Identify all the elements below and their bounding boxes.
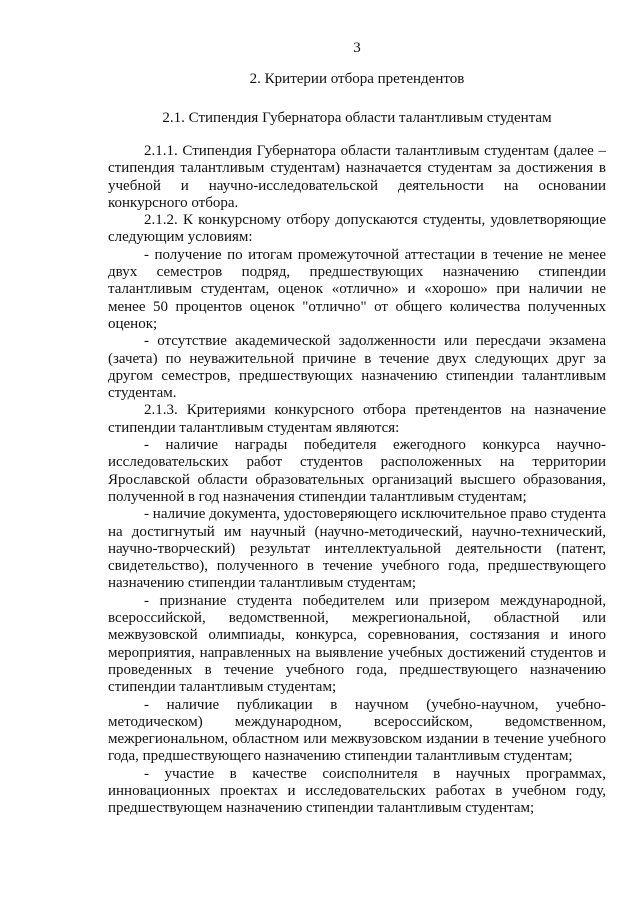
- body-text: [108, 143, 606, 818]
- list-item-criterion-publication: - наличие публикации в научном (учебно-научном, учебно-методическом) международном, всероссийском, ведомственном, межрегиональном, областном или межвузовском издании в течение учебного года, предшествующего назначению стипендии талантливым студентам;: [108, 696, 606, 765]
- list-item-criterion-research: - участие в качестве соисполнителя в научных программах, инновационных проектах и исследовательских работах в учебном году, предшествующем назначению стипендии талантливым студентам;: [108, 765, 606, 817]
- paragraph-2-1-3: 2.1.3. Критериями конкурсного отбора претендентов на назначение стипендии талантливым студентам являются:: [108, 402, 606, 436]
- list-item-criterion-olympiad: - признание студента победителем или призером международной, всероссийской, ведомственной, межрегиональной, областной или межвузовской олимпиады, конкурса, соревнования, состязания и иного мероприятия, направленных на выявление учебных достижений студентов и проведенных в течение учебного года, предшествующего назначению стипендии талантливым студентам;: [108, 592, 606, 696]
- list-item-condition-no-debt: - отсутствие академической задолженности или пересдачи экзамена (зачета) по неуважительной причине в течение двух следующих друг за другом семестров, предшествующих назначению стипендии талантливым студентам.: [108, 333, 606, 402]
- list-item-criterion-patent: - наличие документа, удостоверяющего исключительное право студента на достигнутый им научный (научно-методический, научно-технический, научно-творческий) результат интеллектуальной деятельности (патент, свидетельство), полученного в течение учебного года, предшествующего назначению стипендии талантливым студентам;: [108, 506, 606, 592]
- subsection-title: 2.1. Стипендия Губернатора области талантливым студентам: [162, 110, 552, 126]
- page-number: 3: [353, 40, 361, 56]
- list-item-condition-grades: - получение по итогам промежуточной аттестации в течение не менее двух семестров подряд, предшествующих назначению стипендии талантливым студентам, оценок «отлично» и «хорошо» при наличии не менее 50 процентов оценок "отлично" от общего количества полученных оценок;: [108, 246, 606, 332]
- paragraph-2-1-2: 2.1.2. К конкурсному отбору допускаются студенты, удовлетворяющие следующим условиям:: [108, 212, 606, 246]
- paragraph-2-1-1: 2.1.1. Стипендия Губернатора области талантливым студентам (далее – стипендия талантливым студентам) назначается студентам за достижения в учебной и научно-исследовательской деятельности на основании конкурсного отбора.: [108, 143, 606, 211]
- section-title: 2. Критерии отбора претендентов: [249, 71, 465, 87]
- list-item-criterion-award: - наличие награды победителя ежегодного конкурса научно-исследовательских работ студентов расположенных на территории Ярославской области образовательных организаций высшего образования, полученной в год назначения стипендии талантливым студентам;: [108, 437, 606, 505]
